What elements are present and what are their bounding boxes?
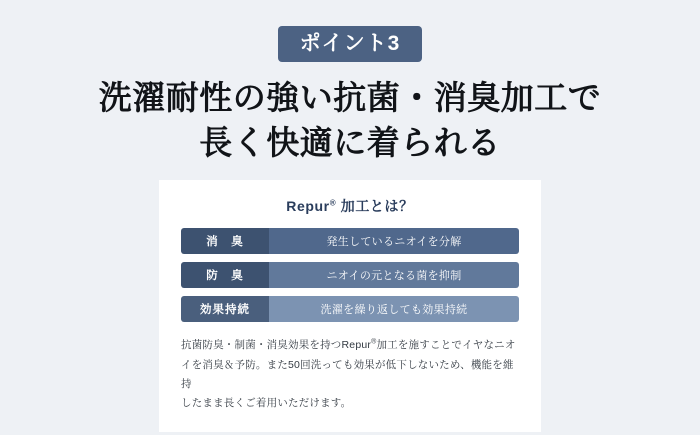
note-line-1 <box>181 336 519 355</box>
registered-mark-icon: ® <box>371 338 377 346</box>
page-title <box>99 76 602 165</box>
headline-line-1: 洗濯耐性の強い抗菌・消臭加工で <box>98 79 602 116</box>
table-row <box>181 296 519 322</box>
row-value: 発生しているニオイを分解 <box>269 228 519 254</box>
registered-mark-icon: ® <box>329 198 337 208</box>
feature-rows <box>181 228 519 322</box>
card-title-suffix: 加工とは？ <box>340 198 414 215</box>
note-line-1-a: 抗菌防臭・制菌・消臭効果を持つRepur <box>181 339 372 352</box>
note-line-3: したまま長くご着用いただけます。 <box>181 397 352 410</box>
card-title-prefix: Repur <box>286 198 330 215</box>
row-value: ニオイの元となる菌を抑制 <box>269 262 519 288</box>
headline-line-2: 長く快適に着られる <box>199 123 501 161</box>
note-line-1-b: 加工を施すことでイヤなニオ <box>376 339 516 352</box>
card-note <box>181 336 519 414</box>
row-label: 消 臭 <box>181 228 269 254</box>
note-line-2: イを消臭＆予防。また50回洗っても効果が低下しないため、機能を維持 <box>181 358 514 390</box>
info-card <box>159 180 541 432</box>
table-row <box>181 228 519 254</box>
card-title <box>181 196 519 216</box>
table-row <box>181 262 519 288</box>
row-label: 効果持続 <box>181 296 269 322</box>
row-value: 洗濯を繰り返しても効果持続 <box>269 296 519 322</box>
row-label: 防 臭 <box>181 262 269 288</box>
point-badge: ポイント3 <box>278 26 423 62</box>
